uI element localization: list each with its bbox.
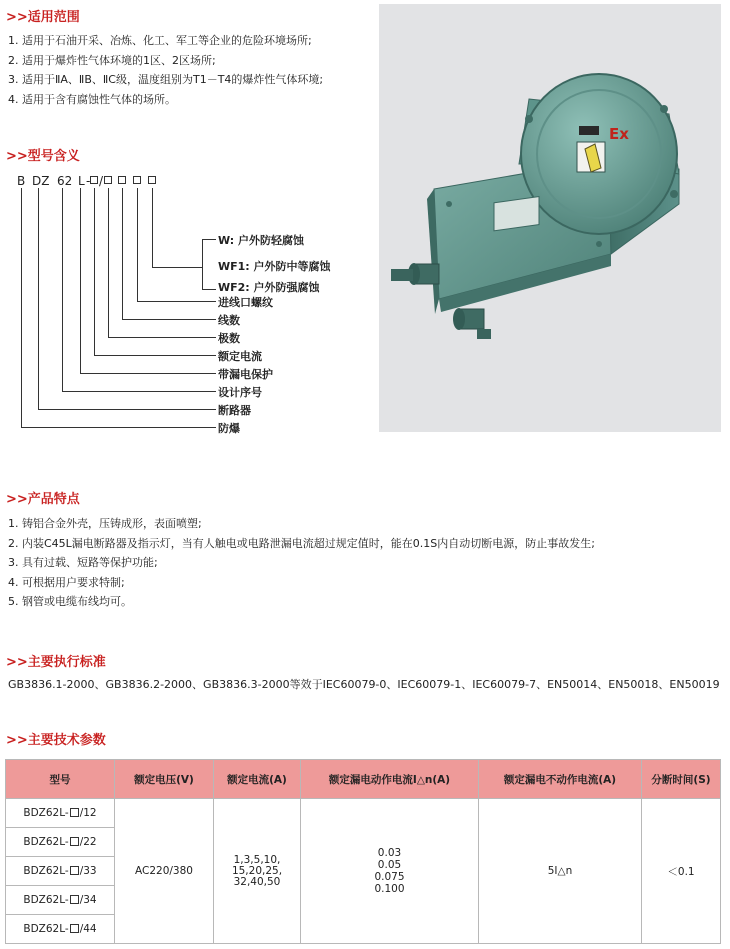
list-item: 5. 钢管或电缆布线均可。 bbox=[8, 595, 132, 608]
label-thread: 进线口螺纹 bbox=[218, 296, 273, 309]
code-char-b: B bbox=[17, 174, 26, 188]
header-current: 额定电流(A) bbox=[214, 760, 301, 799]
break-time-cell: ＜0.1 bbox=[642, 799, 721, 944]
scope-title: >>适用范围 bbox=[6, 10, 80, 25]
code-box bbox=[118, 176, 126, 184]
blank-box-icon bbox=[70, 866, 79, 875]
label-design: 设计序号 bbox=[218, 386, 262, 399]
header-voltage: 额定电压(V) bbox=[115, 760, 214, 799]
list-item: 2. 内装C45L漏电断路器及指示灯，当有人触电或电路泄漏电流超过规定值时，能在0.1S内自动切断电源，防止事故发生; bbox=[8, 536, 595, 550]
model-cell: BDZ62L- /34 bbox=[6, 886, 115, 915]
params-table bbox=[5, 759, 721, 944]
label-wf1: WF1: 户外防中等腐蚀 bbox=[218, 260, 331, 273]
standards-text: GB3836.1-2000、GB3836.2-2000、GB3836.3-2000等效于IEC60079-0、IEC60079-1、IEC60079-7、EN50014、EN50018、EN50019 bbox=[8, 678, 720, 691]
list-item: 2. 适用于爆炸性气体环境的1区、2区场所; bbox=[8, 53, 216, 67]
ex-mark: Ex bbox=[609, 125, 629, 143]
code-box bbox=[148, 176, 156, 184]
code-char-dz: DZ bbox=[32, 174, 50, 188]
model-cell: BDZ62L- /44 bbox=[6, 915, 115, 944]
table-row bbox=[6, 799, 721, 828]
list-item: 1. 铸铝合金外壳，压铸成形，表面喷塑; bbox=[8, 517, 202, 530]
list-item: 3. 具有过载、短路等保护功能; bbox=[8, 556, 158, 569]
model-cell: BDZ62L- /33 bbox=[6, 857, 115, 886]
leak-no-action-cell: 5I△n bbox=[479, 799, 642, 944]
code-char-62: 62 bbox=[57, 174, 73, 188]
standards-title: >>主要执行标准 bbox=[6, 655, 106, 670]
list-item: 4. 适用于含有腐蚀性气体的场所。 bbox=[8, 92, 176, 106]
blank-box-icon bbox=[70, 837, 79, 846]
list-item: 1. 适用于石油开采、冶炼、化工、军工等企业的危险环境场所; bbox=[8, 34, 312, 47]
label-current: 额定电流 bbox=[218, 350, 262, 363]
label-breaker: 断路器 bbox=[218, 404, 251, 417]
header-model: 型号 bbox=[6, 760, 115, 799]
code-char-slash: / bbox=[99, 174, 104, 188]
code-box bbox=[104, 176, 112, 184]
blank-box-icon bbox=[70, 895, 79, 904]
blank-box-icon bbox=[70, 924, 79, 933]
model-title: >>型号含义 bbox=[6, 149, 80, 164]
header-leak-action: 额定漏电动作电流I△n(A) bbox=[301, 760, 479, 799]
list-item: 4. 可根据用户要求特制; bbox=[8, 575, 125, 589]
product-photo bbox=[379, 4, 721, 432]
model-cell: BDZ62L- /12 bbox=[6, 799, 115, 828]
table-header-row bbox=[6, 760, 721, 799]
scope-list bbox=[8, 31, 323, 109]
label-leakage: 带漏电保护 bbox=[218, 368, 273, 381]
code-char-l: L bbox=[78, 174, 85, 188]
label-explosion: 防爆 bbox=[218, 422, 240, 435]
model-cell: BDZ62L- /22 bbox=[6, 828, 115, 857]
label-w: W: 户外防轻腐蚀 bbox=[218, 234, 305, 247]
params-title: >>主要技术参数 bbox=[6, 733, 106, 748]
label-poles: 极数 bbox=[218, 332, 240, 345]
leak-action-cell: 0.03 0.05 0.075 0.100 bbox=[301, 799, 479, 944]
code-box bbox=[90, 176, 98, 184]
explosion-proof-box-illustration bbox=[379, 4, 721, 432]
code-char-dash: - bbox=[86, 174, 91, 188]
features-list bbox=[8, 514, 595, 612]
label-wf2: WF2: 户外防强腐蚀 bbox=[218, 281, 320, 294]
code-box bbox=[133, 176, 141, 184]
header-leak-no-action: 额定漏电不动作电流(A) bbox=[479, 760, 642, 799]
header-break-time: 分断时间(S) bbox=[642, 760, 721, 799]
label-wires: 线数 bbox=[218, 314, 240, 327]
list-item: 3. 适用于ⅡA、ⅡB、ⅡC级，温度组别为T1－T4的爆炸性气体环境; bbox=[8, 73, 324, 86]
current-cell: 1,3,5,10, 15,20,25, 32,40,50 bbox=[214, 799, 301, 944]
voltage-cell: AC220/380 bbox=[115, 799, 214, 944]
features-title: >>产品特点 bbox=[6, 492, 80, 507]
blank-box-icon bbox=[70, 808, 79, 817]
